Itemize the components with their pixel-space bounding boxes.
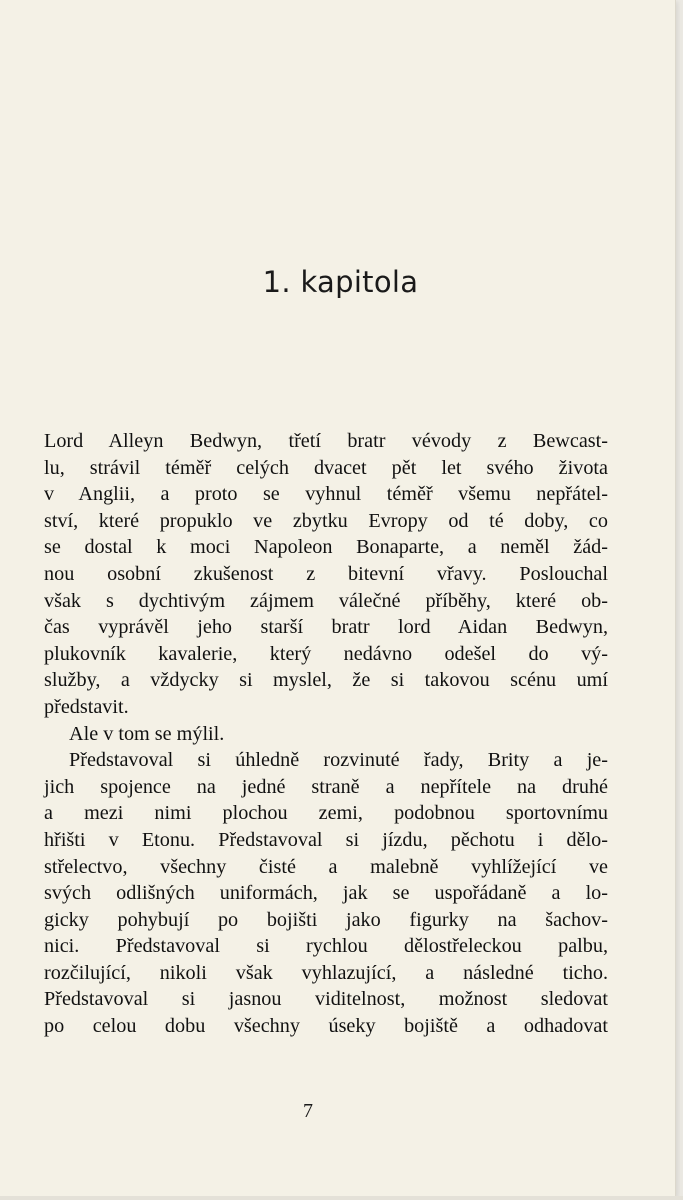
text-line: gicky pohybují po bojišti jako figurky na šachov-: [44, 908, 608, 931]
text-line: po celou dobu všechny úseky bojiště a odhadovat: [44, 1015, 608, 1038]
text-line: čas vyprávěl jeho starší bratr lord Aidan Bedwyn,: [44, 616, 608, 639]
text-line: jich spojence na jedné straně a nepřítele na druhé: [44, 775, 608, 798]
paragraph: [44, 428, 608, 721]
text-line: Představoval si úhledně rozvinuté řady, Brity a je-: [69, 749, 608, 772]
text-line: Lord Alleyn Bedwyn, třetí bratr vévody z Bewcast-: [44, 430, 608, 452]
text-line: plukovník kavalerie, který nedávno odešel do vý-: [44, 642, 608, 665]
text-line: Představoval si jasnou viditelnost, možnost sledovat: [44, 988, 608, 1011]
paragraph: [44, 721, 608, 748]
paragraph: [44, 747, 608, 1040]
text-line: ství, které propuklo ve zbytku Evropy od té doby, co: [44, 509, 608, 532]
text-line: nici. Představoval si rychlou dělostřeleckou palbu,: [44, 935, 608, 958]
chapter-title: 1. kapitola: [262, 265, 419, 299]
text-line: a mezi nimi plochou zemi, podobnou sportovnímu: [44, 802, 608, 825]
text-line: střelectvo, všechny čisté a malebně vyhlížející ve: [44, 855, 608, 878]
text-line: služby, a vždycky si myslel, že si takovou scénu umí: [44, 669, 608, 692]
text-line: v Anglii, a proto se vyhnul téměř všemu nepřátel-: [44, 483, 608, 506]
text-line: lu, strávil téměř celých dvacet pět let svého života: [44, 456, 608, 479]
text-line: rozčilující, nikoli však vyhlazující, a následné ticho.: [44, 961, 608, 984]
text-line: nou osobní zkušenost z bitevní vřavy. Poslouchal: [44, 562, 608, 585]
body-text: [44, 428, 608, 1040]
text-line: hřišti v Etonu. Představoval si jízdu, pěchotu i dělo-: [44, 828, 608, 851]
text-line: se dostal k moci Napoleon Bonaparte, a neměl žád-: [44, 536, 608, 559]
page-edge: [0, 1196, 683, 1200]
page-number: 7: [303, 1100, 313, 1122]
text-line: však s dychtivým zájmem válečné příběhy, které ob-: [44, 589, 608, 612]
text-line: představit.: [44, 695, 129, 718]
text-line: Ale v tom se mýlil.: [69, 722, 225, 745]
text-line: svých odlišných uniformách, jak se uspořádaně a lo-: [44, 882, 608, 905]
